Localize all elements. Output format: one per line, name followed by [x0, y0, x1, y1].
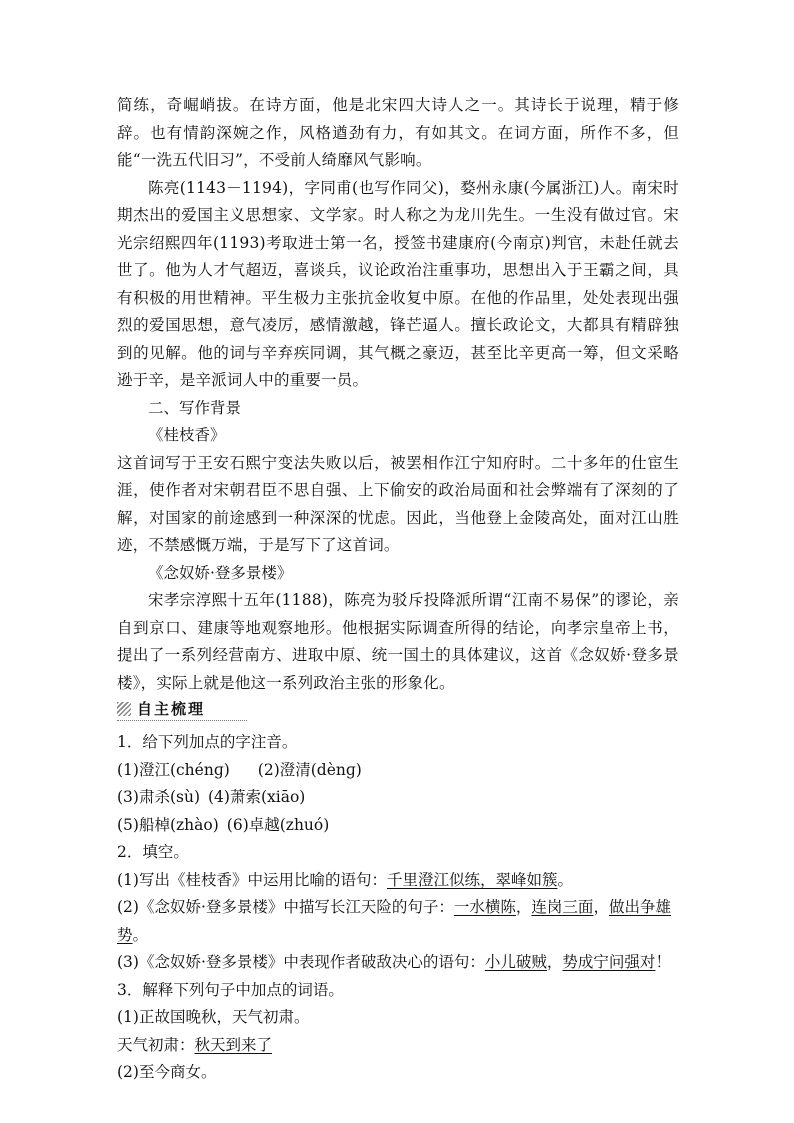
- wang-anshi-bio-tail: 简练，奇崛峭拔。在诗方面，他是北宋四大诗人之一。其诗长于说理，精于修辞。也有情韵深婉之作，风格遒劲有力，有如其文。在词方面，所作不多，但能“一洗五代旧习”，不受前人绮靡风气影响。: [117, 96, 679, 169]
- q2-line-1: [117, 867, 679, 895]
- q3-title: 3．解释下列句子中加点的词语。: [117, 980, 344, 999]
- q2-line-2-answer-1: 一水横陈: [453, 898, 516, 916]
- q1-row-1: [117, 757, 679, 785]
- q2-line-3-answer-2: 势成宁问强对: [562, 953, 656, 971]
- q1-answer-5: (5)船棹(zhào): [117, 815, 219, 834]
- q1-answer-2: (2)澄清(dènɡ): [257, 760, 362, 779]
- q1-answer-6: (6)卓越(zhuó): [226, 815, 330, 834]
- q1-row-3: [117, 812, 679, 840]
- q2-line-3-prompt: (3)《念奴娇·登多景楼》中表现作者破敌决心的语句：: [117, 953, 485, 971]
- section-divider: [117, 720, 247, 721]
- q3-answer-1-text: 秋天到来了: [194, 1035, 273, 1054]
- q1-answer-3: (3)肃杀(sù): [117, 788, 200, 806]
- q1-row-2: [117, 784, 679, 812]
- q2-line-1-prompt: (1)写出《桂枝香》中运用比喻的语句：: [117, 870, 387, 889]
- q2-line-2-answer-2: 连岗三面: [531, 898, 594, 916]
- q2-line-2-sep-1: ，: [515, 898, 532, 916]
- section-hatch-icon: [117, 702, 131, 716]
- q1-answer-4: (4)萧索(xiāo): [208, 788, 306, 806]
- section-header: [117, 699, 247, 723]
- q2-line-1-end: 。: [557, 870, 573, 889]
- q2-line-3-sep: ，: [546, 953, 563, 971]
- q1-answer-1: (1)澄江(chénɡ): [117, 760, 230, 779]
- background-heading: 二、写作背景: [148, 398, 242, 417]
- q2-line-2-sep-2: ，: [593, 898, 609, 916]
- q1-title: 1．给下列加点的字注音。: [117, 733, 298, 751]
- document-page: [117, 92, 679, 1087]
- poem1-background: 这首词写于王安石熙宁变法失败以后，被罢相作江宁知府时。二十多年的仕宦生涯，使作者对宋朝君臣不思自强、上下偷安的政治局面和社会弊端有了深刻的了解，对国家的前途感到一种深深的忧虑。因此，当他登上金陵高处，面对江山胜迹，不禁感慨万端，于是写下了这首词。: [117, 453, 679, 554]
- q2-line-3-answer-1: 小儿破贼: [484, 953, 547, 971]
- q2-line-2: [117, 894, 679, 949]
- q2-title: 2．填空。: [117, 843, 189, 861]
- poem2-title: 《念奴娇·登多景楼》: [148, 563, 293, 582]
- q2-line-1-answer: 千里澄江似练，翠峰如簇: [386, 870, 558, 889]
- q3-term-1: 天气初肃：: [117, 1035, 195, 1054]
- q2-line-3: [117, 949, 679, 977]
- q3-sentence-2: (2)至今商女。: [117, 1063, 217, 1081]
- q2-line-3-end: ！: [655, 953, 671, 971]
- poem1-title: 《桂枝香》: [148, 426, 226, 444]
- q3-answer-1: [117, 1032, 679, 1060]
- q2-line-2-end: 。: [132, 925, 149, 944]
- q2-line-2-prompt: (2)《念奴娇·登多景楼》中描写长江天险的句子：: [117, 898, 454, 916]
- poem2-background: 宋孝宗淳熙十五年(1188)，陈亮为驳斥投降派所谓“江南不易保”的谬论，亲自到京口、建康等地观察地形。他根据实际调查所得的结论，向孝宗皇帝上书，提出了一系列经营南方、进取中原、统一国土的具体建议，这首《念奴娇·登多景楼》，实际上就是他这一系列政治主张的形象化。: [117, 591, 679, 692]
- chen-liang-bio: 陈亮(1143－1194)，字同甫(也写作同父)，婺州永康(今属浙江)人。南宋时期杰出的爱国主义思想家、文学家。时人称之为龙川先生。一生没有做过官。宋光宗绍熙四年(1193)考取进士第一名，授签书建康府(今南京)判官，未赴任就去世了。他为人才气超迈，喜谈兵，议论政治注重事功，思想出入于王霸之间，具有积极的用世精神。平生极力主张抗金收复中原。在他的作品里，处处表现出强烈的爱国思想，意气凌厉，感情激越，锋芒逼人。擅长政论文，大都具有精辟独到的见解。他的词与辛弃疾同调，其气概之豪迈，甚至比辛更高一筹，但文采略逊于辛，是辛派词人中的重要一员。: [117, 178, 679, 389]
- q3-sentence-1: (1)正故国晚秋，天气初肃。: [117, 1008, 310, 1026]
- section-title: 自主梳理: [137, 700, 206, 718]
- q2-line-2-answer-3: 做出争雄势: [117, 898, 671, 944]
